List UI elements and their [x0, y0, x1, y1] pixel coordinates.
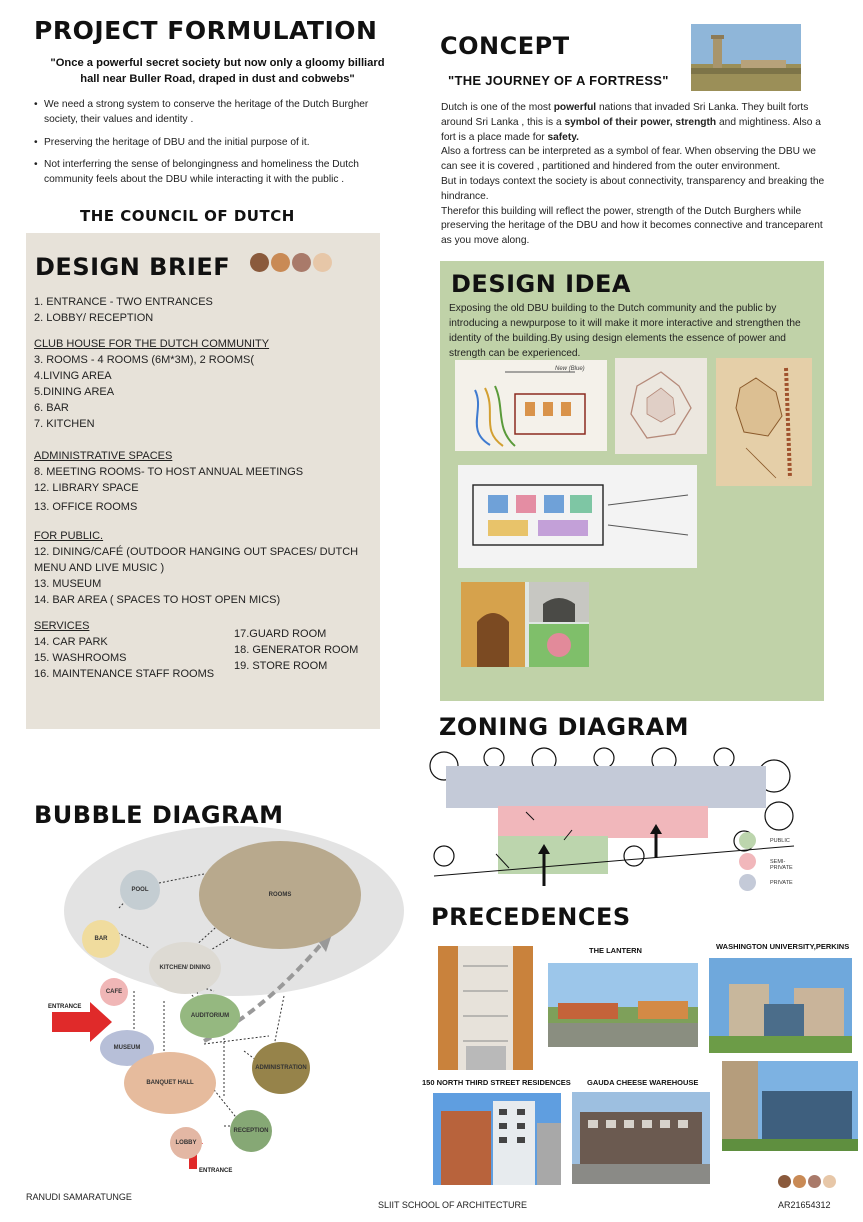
council-heading: THE COUNCIL OF DUTCH: [80, 207, 295, 225]
list-item: 17.GUARD ROOM: [234, 628, 327, 640]
old-map-sketch: [716, 358, 812, 486]
residences-icon: [433, 1093, 561, 1185]
bubble-reception: RECEPTION: [230, 1110, 272, 1152]
list-item: 8. MEETING ROOMS- TO HOST ANNUAL MEETINGS: [34, 466, 304, 478]
sketch-note: New (Blue): [555, 366, 585, 372]
precedent-photo-lantern: [548, 963, 698, 1047]
project-title: PROJECT FORMULATION: [34, 16, 378, 45]
list-item: 14. BAR AREA ( SPACES TO HOST OPEN MICS): [34, 594, 281, 606]
bubble-rooms: ROOMS: [199, 841, 361, 949]
bubble-museum: MUSEUM: [100, 1030, 154, 1066]
precedent-photo-residences: [433, 1093, 561, 1185]
brief-list: [34, 294, 374, 682]
precedent-photo-gauda: [572, 1092, 710, 1184]
list-item: • Not interferring the sense of belongingness and homeliness the Dutch community feels about the DBU while interacting it with the public .: [34, 159, 359, 186]
legend-semi-private-swatch: [739, 853, 756, 870]
list-item: 12. DINING/CAFÉ (OUTDOOR HANGING OUT SPACES/ DUTCH: [34, 546, 359, 558]
section-heading: ADMINISTRATIVE SPACES: [34, 450, 173, 462]
list-item: 16. MAINTENANCE STAFF ROOMS: [34, 668, 215, 680]
brief-palette: [250, 253, 334, 272]
caption-washington: WASHINGTON UNIVERSITY,PERKINS: [716, 942, 850, 951]
legend-public-swatch: [739, 832, 756, 849]
legend-public-label: PUBLIC: [770, 838, 790, 844]
caption-north-third: 150 NORTH THIRD STREET RESIDENCES: [422, 1078, 571, 1087]
perkins-icon: [722, 1061, 858, 1151]
project-bullets: [34, 98, 389, 188]
washington-icon: [709, 958, 852, 1053]
project-quote: "Once a powerful secret society but now only a gloomy billiard hall near Buller Road, draped in dust and cobwebs": [50, 57, 385, 85]
list-item: 15. WASHROOMS: [34, 652, 127, 664]
footer-author: RANUDI SAMARATUNGE: [26, 1192, 132, 1202]
list-item: 18. GENERATOR ROOM: [234, 644, 359, 656]
list-item: 1. ENTRANCE - TWO ENTRANCES: [34, 296, 213, 308]
palette-swatch: [250, 253, 269, 272]
atrium-icon: [438, 946, 533, 1070]
list-item: 6. BAR: [34, 402, 69, 414]
footer-id: AR21654312: [778, 1200, 831, 1210]
entrance-label-left: ENTRANCE: [48, 1004, 82, 1010]
design-brief-panel: [26, 233, 380, 729]
list-item: MENU AND LIVE MUSIC ): [34, 562, 165, 574]
zoning-diagram: [424, 746, 804, 891]
palette-swatch: [808, 1175, 821, 1188]
list-item: 2. LOBBY/ RECEPTION: [34, 312, 154, 324]
bubble-title: BUBBLE DIAGRAM: [34, 801, 284, 829]
precedent-photo-perkins-2: [722, 1061, 858, 1151]
concept-subtitle: "THE JOURNEY OF A FORTRESS": [448, 73, 669, 88]
bubble-auditorium: AUDITORIUM: [180, 994, 240, 1038]
palette-swatch: [778, 1175, 791, 1188]
precedences-title: PRECEDENCES: [431, 903, 631, 931]
list-item: 13. MUSEUM: [34, 578, 102, 590]
bubble-lobby: LOBBY: [170, 1127, 202, 1159]
bubble-administration: ADMINISTRATION: [252, 1042, 310, 1094]
footer-school: SLIIT SCHOOL OF ARCHITECTURE: [378, 1200, 528, 1210]
design-brief-title: DESIGN BRIEF: [35, 253, 231, 281]
caption-lantern: THE LANTERN: [589, 946, 642, 955]
fort-photo: [691, 24, 801, 91]
caption-gauda: GAUDA CHEESE WAREHOUSE: [587, 1078, 699, 1087]
floor-plan-icon: [458, 465, 697, 568]
old-map-icon: [716, 358, 812, 486]
precedent-photo-atrium: [438, 946, 533, 1070]
palette-swatch: [823, 1175, 836, 1188]
floor-plan-sketch: [458, 465, 697, 568]
gate-icon: [461, 582, 589, 667]
list-item: • Preserving the heritage of DBU and the initial purpose of it.: [34, 136, 310, 148]
list-item: 7. KITCHEN: [34, 418, 95, 430]
design-idea-text: Exposing the old DBU building to the Dutch community and the public by introducing a newpurpose to it will make it more interactive and strengthen the identity of the building.By using design elements the essence of power and strength can be experienced.: [449, 303, 801, 359]
list-item: • We need a strong system to conserve the heritage of the Dutch Burgher society, their values and identity .: [34, 99, 369, 125]
zoning-title: ZONING DIAGRAM: [439, 713, 690, 741]
fort-plan-sketch: [615, 358, 707, 454]
concept-title: CONCEPT: [440, 32, 570, 60]
sketch-icon: [455, 360, 607, 451]
fort-icon: [691, 24, 801, 91]
bubble-diagram: [34, 826, 404, 1186]
fort-plan-icon: [615, 358, 707, 454]
palette-swatch: [292, 253, 311, 272]
bubble-kitchen: KITCHEN/ DINING: [149, 942, 221, 994]
bubble-banquet: BANQUET HALL: [124, 1052, 216, 1114]
precedences-palette: [778, 1175, 838, 1188]
bubble-cafe: CAFE: [100, 978, 128, 1006]
concept-text: Dutch is one of the most powerful nations that invaded Sri Lanka. They built forts around Sri Lanka , this is a symbol of their power, strength and mightiness. Also a fort is a place made for safety. Also a fortress can be interpreted as a symbol of fear. When observing the DBU we can see it is covered , partitioned and hindered from the outer environment. But in todays context the society is about connectivity, transparency and breaking the hindrance. Therefor this building will reflect the power, strength of the Dutch Burghers while preserving the heritage of the DBU and how it becomes connective and tranceparent as you move along.: [441, 102, 825, 247]
section-heading: CLUB HOUSE FOR THE DUTCH COMMUNITY: [34, 338, 270, 350]
design-idea-title: DESIGN IDEA: [451, 270, 631, 298]
legend-private-swatch: [739, 874, 756, 891]
precedent-photo-washington: [709, 958, 852, 1053]
section-heading: FOR PUBLIC.: [34, 530, 104, 542]
entrance-label-bottom: ENTRANCE: [199, 1168, 233, 1174]
palette-swatch: [313, 253, 332, 272]
list-item: 12. LIBRARY SPACE: [34, 482, 139, 494]
design-idea-panel: [440, 261, 824, 701]
palette-swatch: [271, 253, 290, 272]
palette-swatch: [793, 1175, 806, 1188]
list-item: 5.DINING AREA: [34, 386, 115, 398]
lantern-icon: [548, 963, 698, 1047]
gauda-icon: [572, 1092, 710, 1184]
fort-gates-photo: [461, 582, 589, 667]
section-heading: SERVICES: [34, 620, 90, 632]
bubble-pool: POOL: [120, 870, 160, 910]
legend-private-label: PRIVATE: [770, 880, 793, 886]
list-item: 4.LIVING AREA: [34, 370, 112, 382]
design-sketch-1: [455, 360, 607, 451]
legend-semi-private-label: SEMI-PRIVATE: [770, 859, 793, 871]
list-item: 3. ROOMS - 4 ROOMS (6M*3M), 2 ROOMS(: [34, 354, 255, 366]
bubble-bar: BAR: [82, 920, 120, 958]
list-item: 14. CAR PARK: [34, 636, 108, 648]
list-item: 19. STORE ROOM: [234, 660, 328, 672]
list-item: 13. OFFICE ROOMS: [34, 501, 138, 513]
